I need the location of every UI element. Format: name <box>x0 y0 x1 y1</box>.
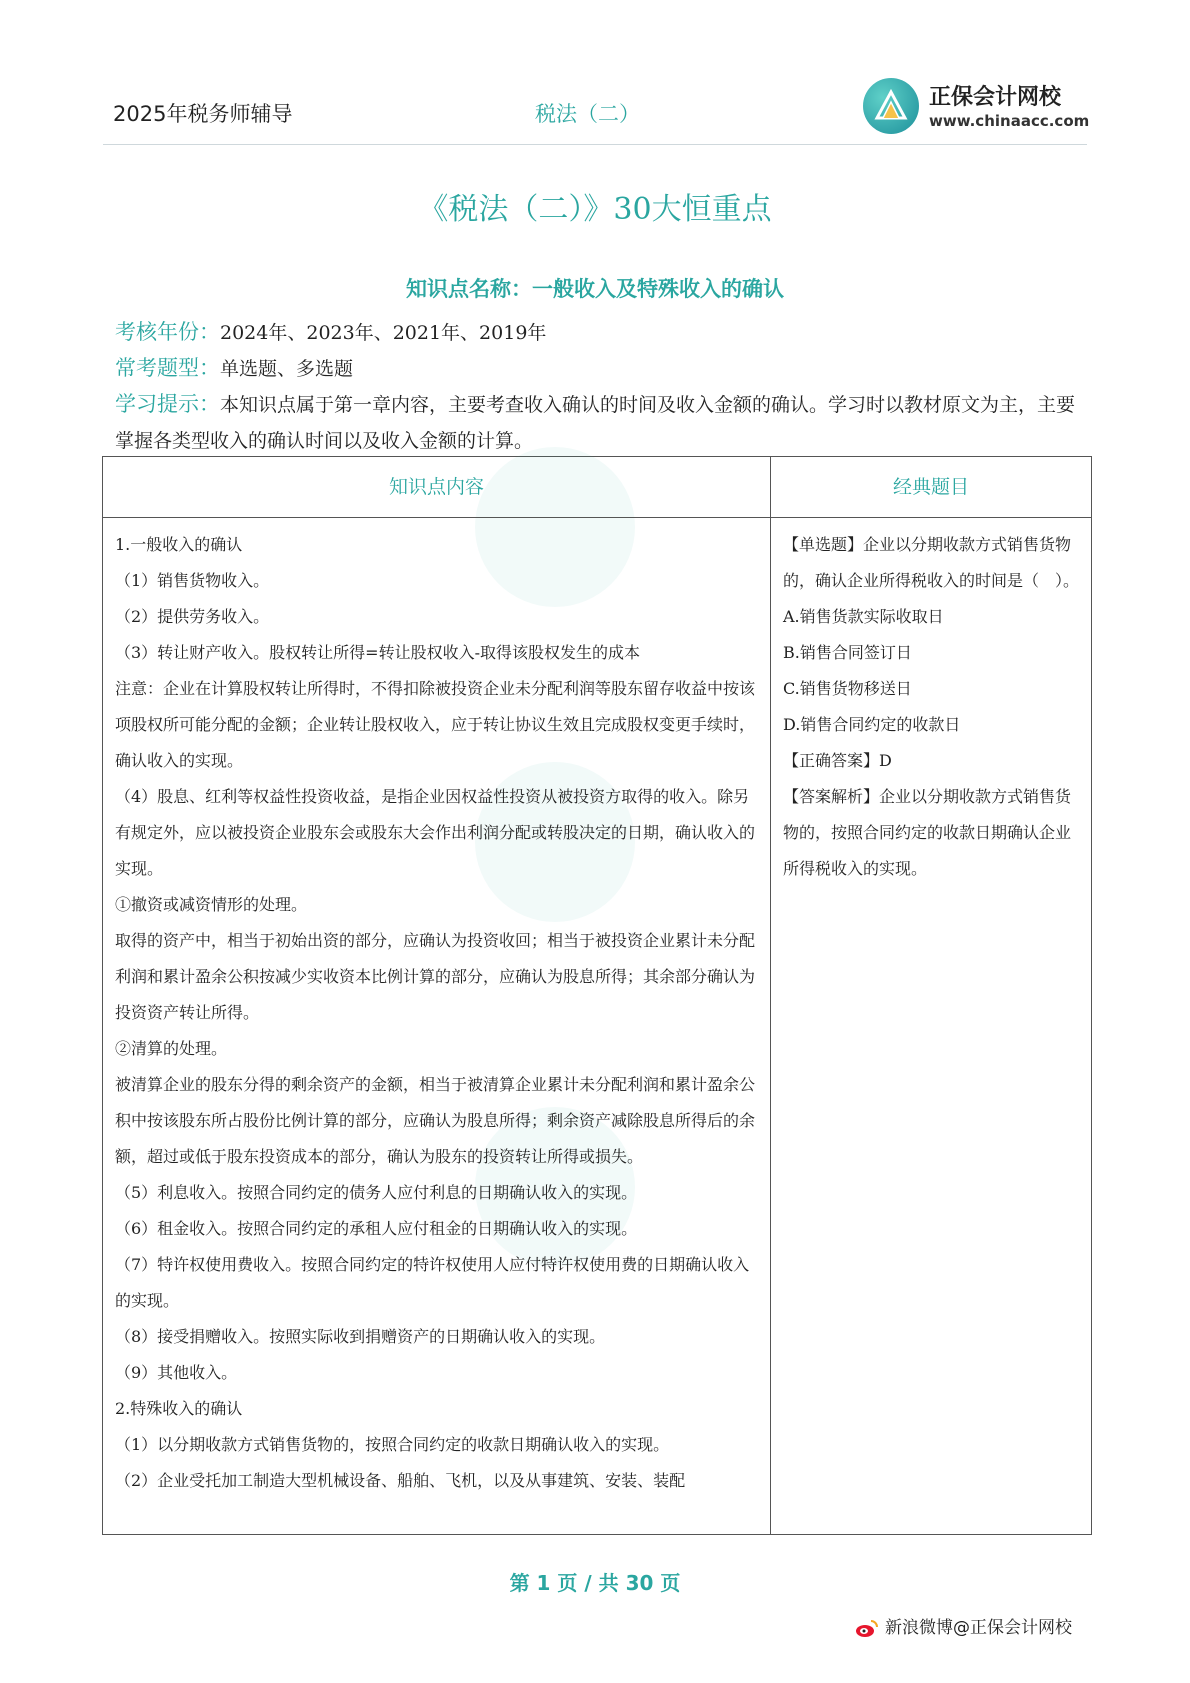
content-line: （2）提供劳务收入。 <box>115 607 270 626</box>
subject-name: 税法（二） <box>535 102 640 126</box>
question-line: C.销售货物移送日 <box>783 679 912 698</box>
column-divider <box>770 457 771 1534</box>
content-line: （7）特许权使用费收入。按照合同约定的特许权使用人应付特许权使用费的日期确认收入的实现。 <box>115 1255 750 1310</box>
question-line: A.销售货款实际收取日 <box>783 607 944 626</box>
question-line: D.销售合同约定的收款日 <box>783 715 961 734</box>
question-types-row <box>115 350 1085 387</box>
exam-years-value: 2024年、2023年、2021年、2019年 <box>220 322 547 344</box>
page-title: 《税法（二）》30大恒重点 <box>418 192 772 227</box>
logo-name: 正保会计网校 <box>929 85 1062 110</box>
content-line: （4）股息、红利等权益性投资收益，是指企业因权益性投资从被投资方取得的收入。除另有规定外，应以被投资企业股东会或股东大会作出利润分配或转股决定的日期，确认收入的实现。 <box>115 787 756 878</box>
weibo-handle <box>855 1613 1072 1641</box>
content-line: （6）租金收入。按照合同约定的承租人应付租金的日期确认收入的实现。 <box>115 1219 638 1238</box>
classic-questions <box>783 527 1081 887</box>
question-line: 【单选题】企业以分期收款方式销售货物的，确认企业所得税收入的时间是（ ）。 <box>783 535 1080 590</box>
content-line: ①撤资或减资情形的处理。 <box>115 895 308 914</box>
table-header <box>103 457 1091 518</box>
question-line: 【答案解析】企业以分期收款方式销售货物的，按照合同约定的收款日期确认企业所得税收入的实现。 <box>783 787 1072 878</box>
course-name: 2025年税务师辅导 <box>113 102 293 126</box>
content-line: ②清算的处理。 <box>115 1039 228 1058</box>
content-line: （1）销售货物收入。 <box>115 571 270 590</box>
brand-logo <box>863 74 1093 136</box>
knowledge-point-title: 知识点名称：一般收入及特殊收入的确认 <box>406 277 784 301</box>
page-header <box>103 66 1090 145</box>
study-tips-row <box>115 386 1085 459</box>
question-types-value: 单选题、多选题 <box>220 358 354 380</box>
knowledge-content <box>115 527 763 1499</box>
page-number: 第 1 页 / 共 30 页 <box>509 1571 681 1595</box>
weibo-icon <box>855 1618 879 1638</box>
content-line: （8）接受捐赠收入。按照实际收到捐赠资产的日期确认收入的实现。 <box>115 1327 606 1346</box>
exam-years-row <box>115 314 1085 351</box>
study-tips-label: 学习提示： <box>115 392 220 416</box>
weibo-text: 新浪微博@正保会计网校 <box>885 1618 1072 1638</box>
column-header-questions: 经典题目 <box>892 476 969 498</box>
study-tips-value: 本知识点属于第一章内容，主要考查收入确认的时间及收入金额的确认。学习时以教材原文为主，主要掌握各类型收入的确认时间以及收入金额的计算。 <box>115 394 1076 452</box>
question-line: 【正确答案】D <box>783 751 892 770</box>
logo-mark-icon <box>863 78 919 134</box>
content-line: 取得的资产中，相当于初始出资的部分，应确认为投资收回；相当于被投资企业累计未分配利润和累计盈余公积按减少实收资本比例计算的部分，应确认为股息所得；其余部分确认为投资资产转让所得。 <box>115 931 756 1022</box>
content-line: 注意：企业在计算股权转让所得时，不得扣除被投资企业未分配利润等股东留存收益中按该项股权所可能分配的金额；企业转让股权收入，应于转让协议生效且完成股权变更手续时，确认收入的实现。 <box>115 679 756 770</box>
content-line: 被清算企业的股东分得的剩余资产的金额，相当于被清算企业累计未分配利润和累计盈余公积中按该股东所占股份比例计算的部分，应确认为股息所得；剩余资产减除股息所得后的余额，超过或低于股东投资成本的部分，确认为股东的投资转让所得或损失。 <box>115 1075 756 1166</box>
question-line: B.销售合同签订日 <box>783 643 912 662</box>
content-line: （1）以分期收款方式销售货物的，按照合同约定的收款日期确认收入的实现。 <box>115 1435 670 1454</box>
content-table <box>102 456 1092 1535</box>
content-line: 1.一般收入的确认 <box>115 535 243 554</box>
content-line: 2.特殊收入的确认 <box>115 1399 243 1418</box>
content-line: （3）转让财产收入。股权转让所得=转让股权收入-取得该股权发生的成本 <box>115 643 640 662</box>
column-header-content: 知识点内容 <box>388 476 484 498</box>
content-line: （5）利息收入。按照合同约定的债务人应付利息的日期确认收入的实现。 <box>115 1183 638 1202</box>
logo-url: www.chinaacc.com <box>929 112 1090 130</box>
exam-years-label: 考核年份： <box>115 320 220 344</box>
content-line: （2）企业受托加工制造大型机械设备、船舶、飞机，以及从事建筑、安装、装配 <box>115 1471 686 1490</box>
content-line: （9）其他收入。 <box>115 1363 238 1382</box>
question-types-label: 常考题型： <box>115 356 220 380</box>
